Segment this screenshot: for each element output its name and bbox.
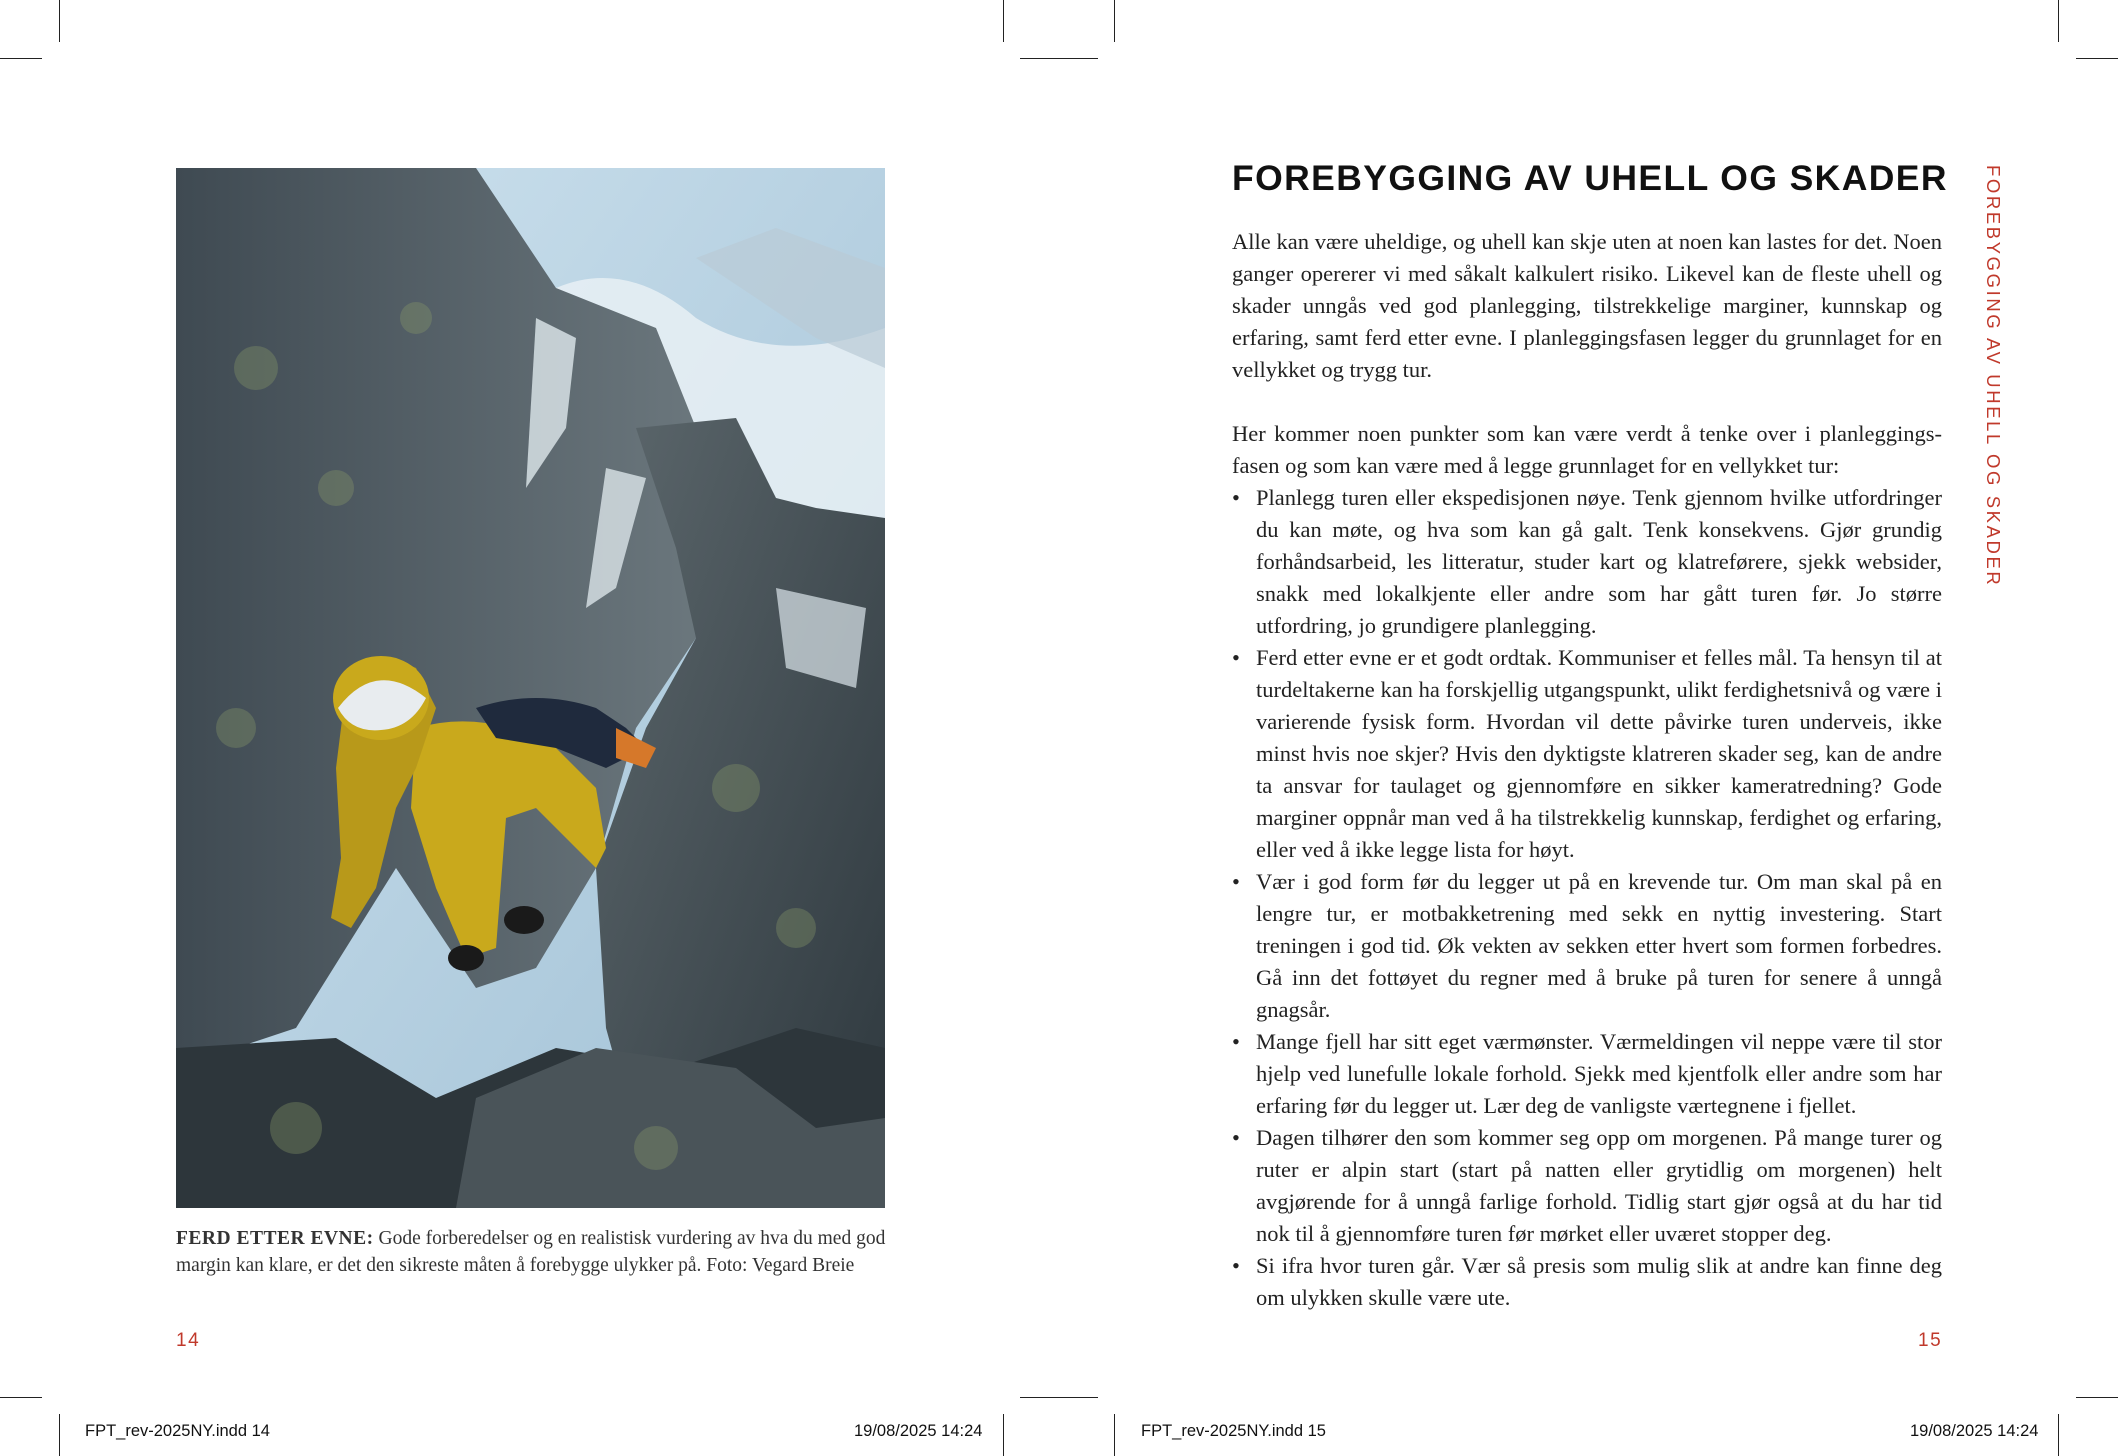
crop-mark xyxy=(0,58,42,59)
caption-lead: FERD ETTER EVNE: xyxy=(176,1228,374,1249)
page-number-right: 15 xyxy=(1918,1330,1943,1351)
page-heading: FOREBYGGING AV UHELL OG SKADER xyxy=(1232,158,1948,198)
climber-photo-illustration xyxy=(176,168,885,1208)
crop-mark xyxy=(2076,58,2118,59)
crop-mark xyxy=(1114,1414,1115,1456)
slug-file-right: FPT_rev-2025NY.indd 15 xyxy=(1141,1422,1326,1440)
crop-mark xyxy=(1020,1397,1098,1398)
slug-file-left: FPT_rev-2025NY.indd 14 xyxy=(85,1422,270,1440)
bullet-glyph: • xyxy=(1232,1253,1240,1278)
page-number-left: 14 xyxy=(176,1330,201,1351)
tips-list xyxy=(1232,482,1942,1314)
crop-mark xyxy=(1003,1414,1004,1456)
list-item xyxy=(1232,1122,1942,1250)
crop-mark xyxy=(2058,0,2059,42)
list-item xyxy=(1232,1026,1942,1122)
slug-datetime-right: 19/08/2025 14:24 xyxy=(1910,1422,2039,1440)
list-item xyxy=(1232,866,1942,1026)
crop-mark xyxy=(59,0,60,42)
list-item xyxy=(1232,482,1942,642)
intro-paragraph: Alle kan være uheldige, og uhell kan skje uten at noen kan lastes for det. Noen ganger opererer vi med såkalt kalkulert risiko. Likevel kan de fleste uhell og skader unngås ved god planlegging, tilstrekkelige marginer, kunnskap og erfaring, samt ferd etter evne. I planleggingsfasen legger du grunnlaget for en vellykket og trygg tur. xyxy=(1232,229,1942,382)
crop-mark xyxy=(2076,1397,2118,1398)
bullet-glyph: • xyxy=(1232,645,1240,670)
bullet-glyph: • xyxy=(1232,1125,1240,1150)
bullet-glyph: • xyxy=(1232,1029,1240,1054)
bullet-glyph: • xyxy=(1232,869,1240,894)
crop-mark xyxy=(1114,0,1115,42)
bullet-glyph: • xyxy=(1232,485,1240,510)
crop-mark xyxy=(1003,0,1004,42)
crop-mark xyxy=(0,1397,42,1398)
crop-mark xyxy=(1020,58,1098,59)
photo-caption xyxy=(176,1225,896,1279)
list-item xyxy=(1232,642,1942,866)
crop-mark xyxy=(59,1414,60,1456)
running-head: FOREBYGGING AV UHELL OG SKADER xyxy=(1983,165,2004,588)
list-item-text: Planlegg turen eller ekspedisjonen nøye. Tenk gjennom hvilke utfordringer du kan møte, og hva som kan gå galt. Tenk konsekvens. Gjør grundig forhåndsarbeid, les litteratur, studer kart og klatreførere, sjekk websider, snakk med lokalkjente eller andre som har gått turen før. Jo større utfordring, jo grundigere planlegging. xyxy=(1256,485,1942,638)
list-item-text: Vær i god form før du legger ut på en krevende tur. Om man skal på en lengre tur, er motbakketrening med sekk en nyttig investering. Start treningen i god tid. Øk vekten av sekken etter hvert som formen forbedres. Gå inn det fottøyet du regner med å bruke på turen for senere å unngå gnagsår. xyxy=(1256,869,1942,1022)
list-item-text: Si ifra hvor turen går. Vær så presis som mulig slik at andre kan finne deg om ulykken skulle være ute. xyxy=(1256,1253,1942,1310)
list-item-text: Ferd etter evne er et godt ordtak. Kommuniser et felles mål. Ta hensyn til at turdeltakerne kan ha forskjellig utgangspunkt, ulikt ferdighetsnivå og være i varierende fysisk form. Hvordan vil dette påvirke turen underveis, ikke minst hvis noe skjer? Hvis den dyktigste klatreren skader seg, kan de andre ta ansvar for taulaget og gjennomføre en sikker kameratredning? Gode marginer oppnår man ved å ha tilstrekkelig kunnskap, ferdighet og erfaring, eller ved å ikke legge lista for høyt. xyxy=(1256,645,1942,862)
caption-text: Gode forberedelser og en realistisk vurdering av hva du med god margin kan klare, er det den sikreste måten å forebygge ulykker på. Foto: Vegard Breie xyxy=(176,1228,886,1276)
list-item-text: Dagen tilhører den som kommer seg opp om morgenen. På mange turer og ruter er alpin start (start på natten eller grytidlig om morgenen) helt avgjørende for å unngå farlige forhold. Tidlig start gjør også at du har tid nok til å gjennomføre turen før mørket eller uværet stopper deg. xyxy=(1256,1125,1942,1246)
list-intro-paragraph: Her kommer noen punkter som kan være verdt å tenke over i planleggings-fasen og som kan være med å legge grunnlaget for en vellykket tur: xyxy=(1232,421,1942,478)
list-item xyxy=(1232,1250,1942,1314)
list-item-text: Mange fjell har sitt eget værmønster. Værmeldingen vil neppe være til stor hjelp ved lunefulle lokale forhold. Sjekk med kjentfolk eller andre som har erfaring før du legger ut. Lær deg de vanligste værtegnene i fjellet. xyxy=(1256,1029,1942,1118)
crop-mark xyxy=(2058,1414,2059,1456)
slug-datetime-left: 19/08/2025 14:24 xyxy=(854,1422,983,1440)
body-text xyxy=(1232,226,1942,1314)
climber-photo xyxy=(176,168,885,1208)
